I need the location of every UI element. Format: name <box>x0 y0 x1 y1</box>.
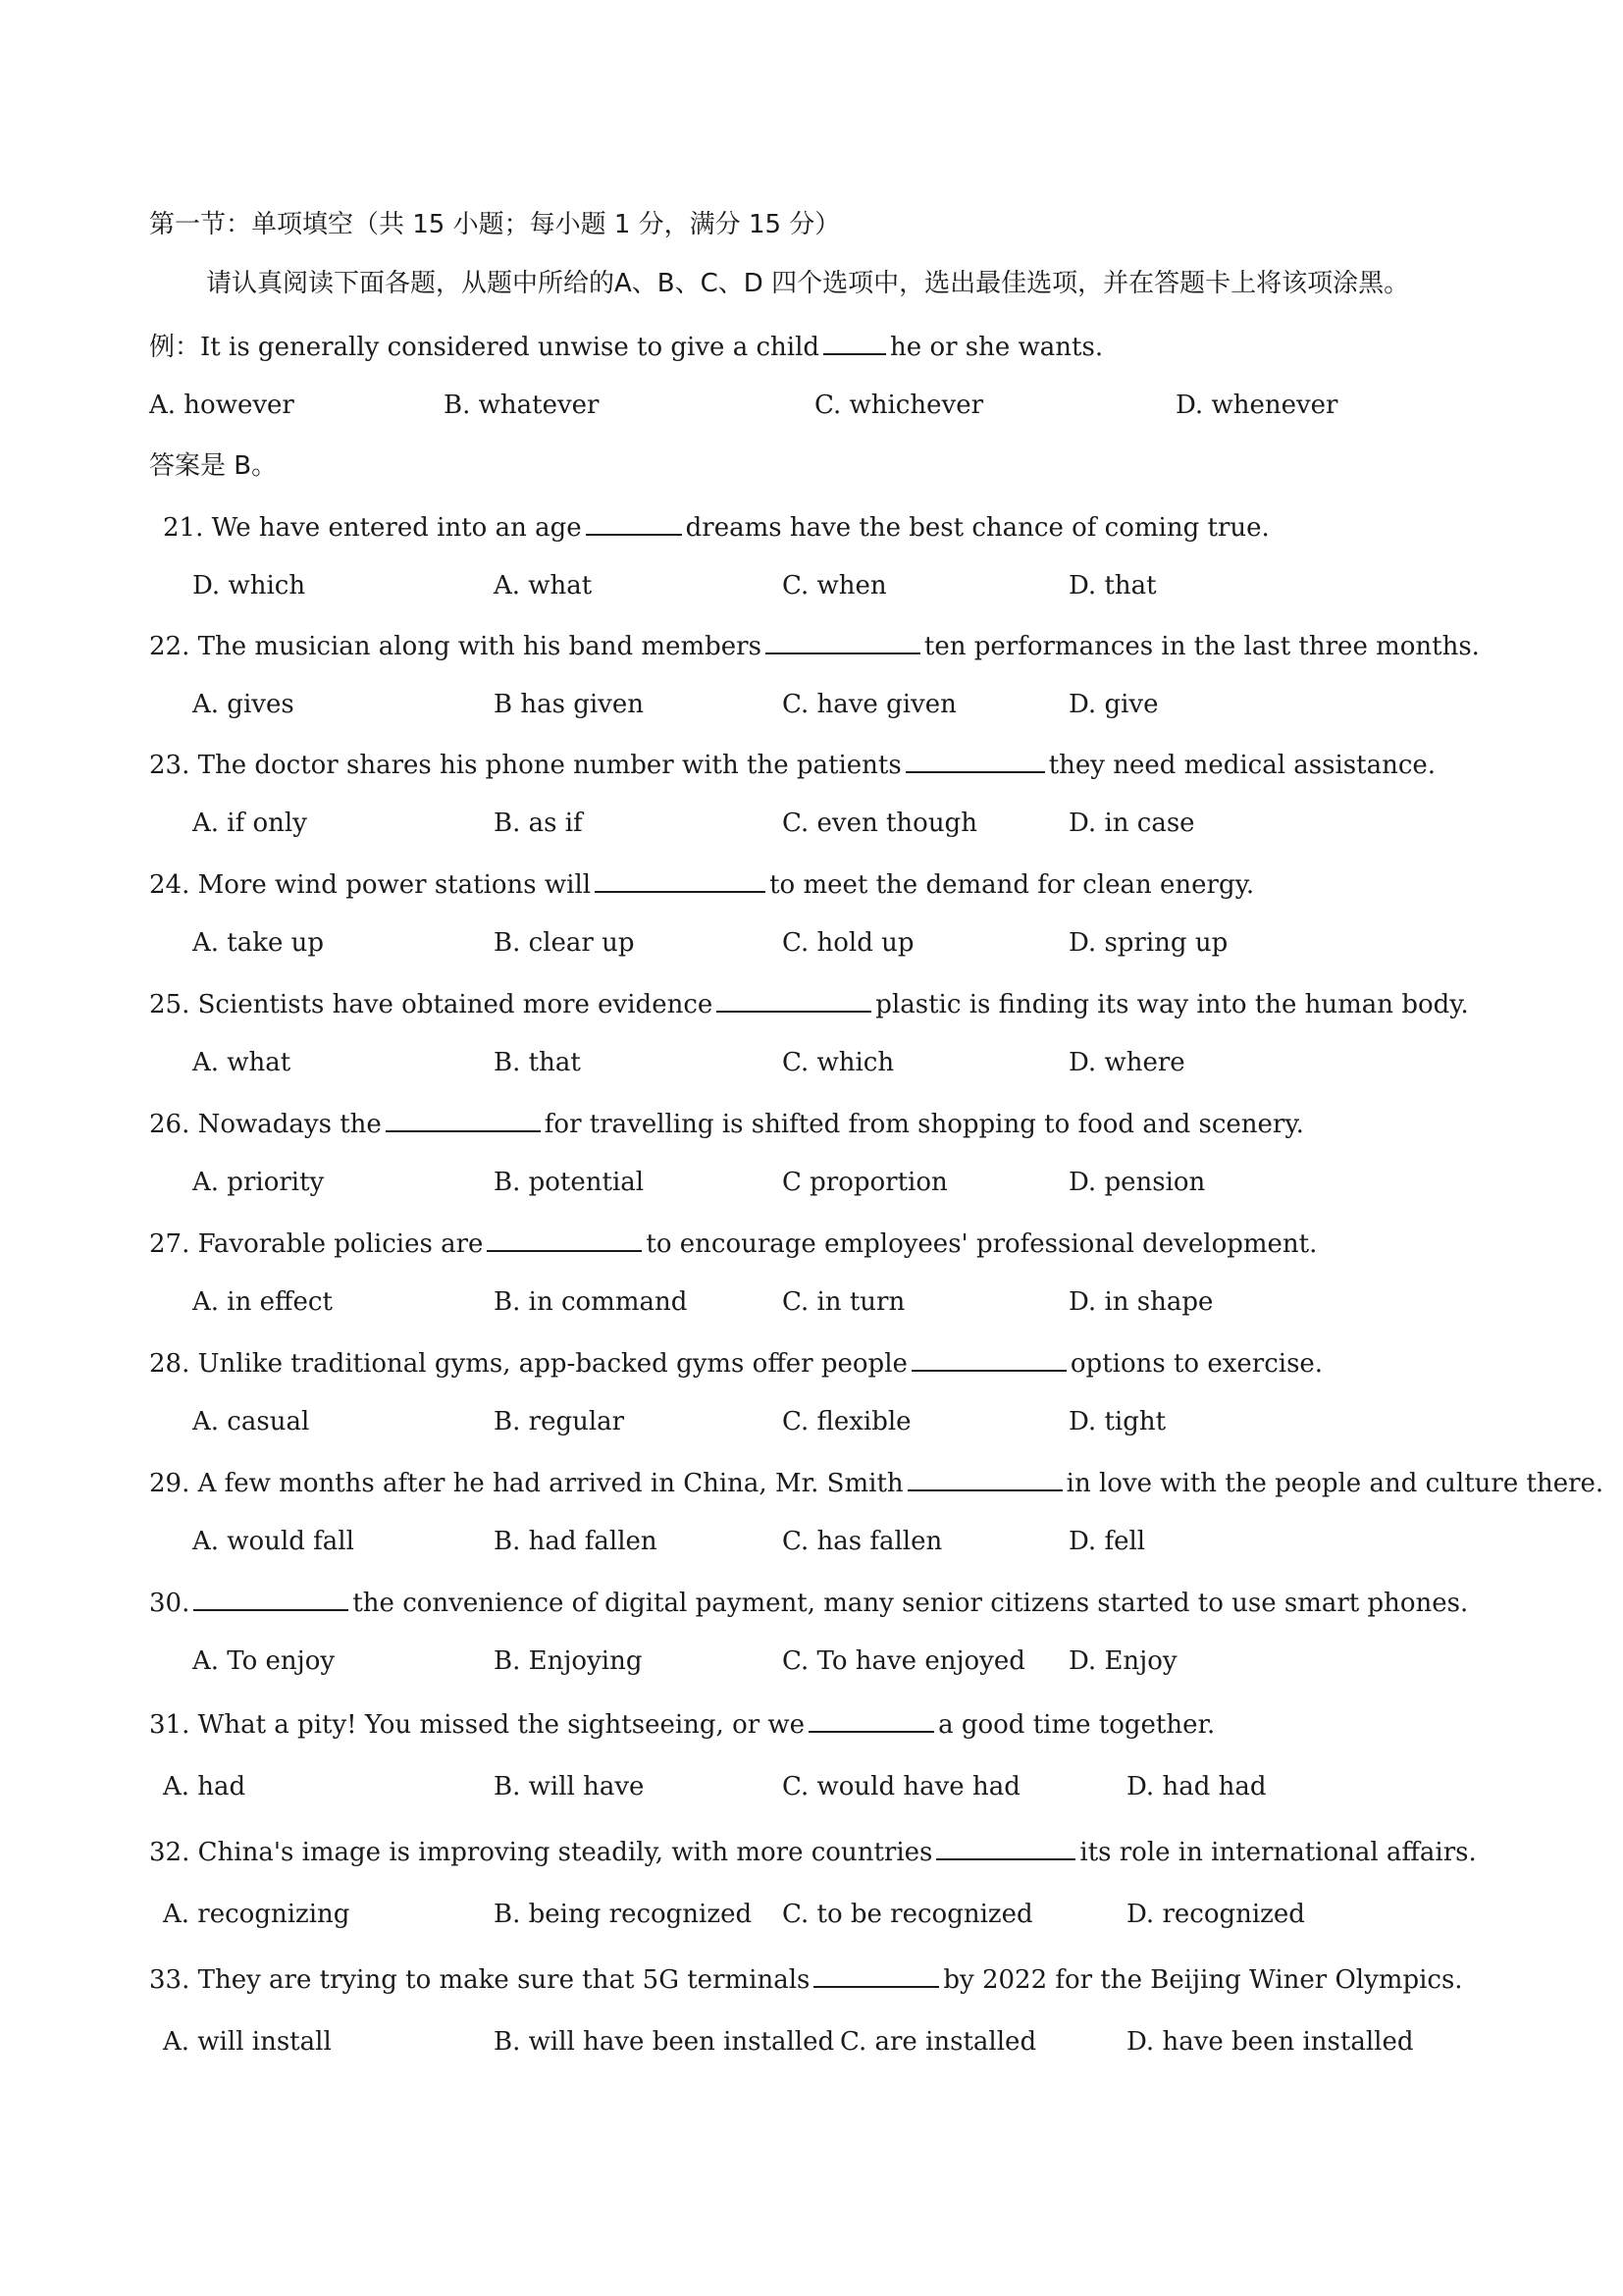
question-stem-after: he or she wants. <box>890 333 1104 362</box>
question-stem-before: 25. Scientists have obtained more evidence <box>149 990 713 1019</box>
answer-blank <box>912 1346 1067 1372</box>
option-a: A. had <box>163 1772 246 1801</box>
example-prefix: 例： <box>149 333 201 362</box>
question-stem-before: 23. The doctor shares his phone number with the patients <box>149 751 902 780</box>
question-stem-before: 32. China's image is improving steadily, with more countries <box>149 1838 933 1867</box>
option-b: B. whatever <box>444 391 600 420</box>
question-25 <box>149 987 1469 1021</box>
question-stem-before: 24. More wind power stations will <box>149 870 592 900</box>
option-c: C. flexible <box>782 1407 912 1436</box>
question-33 <box>149 1962 1463 1997</box>
option-c: C. even though <box>782 809 977 838</box>
answer-blank <box>908 1466 1063 1491</box>
option-d: D. pension <box>1069 1168 1206 1197</box>
option-d: D. tight <box>1069 1407 1167 1436</box>
section-instruction <box>206 267 1409 300</box>
option-a: A. To enjoy <box>192 1646 336 1676</box>
answer-blank <box>906 748 1045 773</box>
answer-blank <box>586 510 682 536</box>
option-c: C. are installed <box>840 2027 1037 2057</box>
question-stem-before: 26. Nowadays the <box>149 1110 382 1139</box>
question-31-options <box>0 1770 1623 1803</box>
question-stem-after: its role in international affairs. <box>1079 1838 1477 1867</box>
question-stem-after: a good time together. <box>938 1710 1216 1740</box>
option-c: C. in turn <box>782 1287 906 1317</box>
question-stem-before: 29. A few months after he had arrived in China, Mr. Smith <box>149 1469 904 1498</box>
answer-blank <box>716 987 871 1013</box>
option-c: C. to be recognized <box>782 1900 1033 1929</box>
option-c: C. which <box>782 1048 895 1077</box>
question-31 <box>149 1707 1215 1742</box>
option-a: A. would fall <box>192 1527 354 1556</box>
example-answer <box>149 449 277 483</box>
question-stem-after: dreams have the best chance of coming true. <box>685 513 1270 543</box>
question-stem-before: 28. Unlike traditional gyms, app-backed gyms offer people <box>149 1349 908 1379</box>
option-d: D. in shape <box>1069 1287 1214 1317</box>
option-d: D. Enjoy <box>1069 1646 1178 1676</box>
option-d: D. whenever <box>1176 391 1338 420</box>
question-26 <box>149 1107 1304 1141</box>
instruction-text: 请认真阅读下面各题，从题中所给的A、B、C、D 四个选项中，选出最佳选项，并在答题卡上将该项涂黑。 <box>206 269 1410 298</box>
option-c: C. would have had <box>782 1772 1021 1801</box>
option-b: B. potential <box>494 1168 645 1197</box>
option-b: B. had fallen <box>494 1527 657 1556</box>
question-28-options <box>0 1405 1623 1438</box>
question-stem-before: 33. They are trying to make sure that 5G terminals <box>149 1965 811 1995</box>
question-stem-before: It is generally considered unwise to give a child <box>200 333 820 362</box>
option-c: C. To have enjoyed <box>782 1646 1025 1676</box>
answer-blank <box>487 1226 642 1252</box>
question-stem-after: in love with the people and culture there. <box>1066 1469 1604 1498</box>
option-d: D. that <box>1069 571 1157 600</box>
question-22 <box>149 629 1480 663</box>
question-stem-after: plastic is finding its way into the human body. <box>875 990 1469 1019</box>
option-b: B. in command <box>494 1287 688 1317</box>
option-b: B. clear up <box>494 928 635 958</box>
option-b: B. regular <box>494 1407 625 1436</box>
option-a: A. what <box>192 1048 291 1077</box>
question-22-options <box>0 688 1623 721</box>
answer-blank <box>193 1586 348 1611</box>
option-a: A. take up <box>192 928 325 958</box>
option-c: C. hold up <box>782 928 915 958</box>
option-a: A. if only <box>192 809 307 838</box>
question-stem-after: ten performances in the last three months. <box>923 632 1480 661</box>
option-c: C. have given <box>782 690 957 719</box>
option-c: C. whichever <box>814 391 984 420</box>
question-stem-after: to meet the demand for clean energy. <box>769 870 1255 900</box>
question-stem-before: 31. What a pity! You missed the sightseeing, or we <box>149 1710 806 1740</box>
answer-blank <box>809 1707 934 1733</box>
question-21 <box>163 510 1270 545</box>
question-stem-after: by 2022 for the Beijing Winer Olympics. <box>943 1965 1463 1995</box>
answer-blank <box>813 1962 939 1988</box>
option-a: A. casual <box>192 1407 310 1436</box>
option-a: A. priority <box>192 1168 325 1197</box>
option-c: C proportion <box>782 1168 948 1197</box>
option-b: B. will have been installed <box>494 2027 835 2057</box>
option-a: A. in effect <box>192 1287 333 1317</box>
question-23 <box>149 748 1436 782</box>
example-options <box>0 389 1623 422</box>
option-d: D. spring up <box>1069 928 1229 958</box>
option-d: D. have been installed <box>1126 2027 1414 2057</box>
option-d: D. recognized <box>1126 1900 1305 1929</box>
question-29 <box>149 1466 1603 1500</box>
question-32-options <box>0 1898 1623 1931</box>
question-stem-after: for travelling is shifted from shopping to food and scenery. <box>544 1110 1304 1139</box>
option-b: B has given <box>494 690 645 719</box>
question-21-options <box>0 569 1623 602</box>
option-a: A. however <box>149 391 294 420</box>
option-b: B. as if <box>494 809 583 838</box>
option-b: A. what <box>494 571 593 600</box>
question-30 <box>149 1586 1468 1620</box>
option-d: D. in case <box>1069 809 1195 838</box>
example-question <box>149 330 1103 364</box>
question-stem-after: they need medical assistance. <box>1048 751 1437 780</box>
answer-blank <box>765 629 920 654</box>
question-stem-after: options to exercise. <box>1070 1349 1324 1379</box>
option-d: D. had had <box>1126 1772 1267 1801</box>
example-answer-text: 答案是 B。 <box>149 451 278 481</box>
question-stem-before: 22. The musician along with his band members <box>149 632 761 661</box>
option-c: C. has fallen <box>782 1527 943 1556</box>
question-33-options <box>0 2025 1623 2059</box>
option-b: B. will have <box>494 1772 645 1801</box>
answer-blank <box>386 1107 541 1132</box>
answer-blank <box>936 1835 1075 1860</box>
question-stem-after: to encourage employees' professional development. <box>646 1229 1318 1259</box>
question-stem-after: the convenience of digital payment, many senior citizens started to use smart phones. <box>352 1589 1469 1618</box>
option-b: B. being recognized <box>494 1900 753 1929</box>
question-stem-before: 30. <box>149 1589 190 1618</box>
question-26-options <box>0 1166 1623 1199</box>
answer-blank <box>823 330 886 355</box>
option-a: A. will install <box>163 2027 332 2057</box>
question-27 <box>149 1226 1317 1261</box>
option-d: D. fell <box>1069 1527 1146 1556</box>
question-28 <box>149 1346 1323 1381</box>
option-a: A. gives <box>192 690 294 719</box>
question-23-options <box>0 807 1623 840</box>
option-c: C. when <box>782 571 887 600</box>
option-b: B. that <box>494 1048 581 1077</box>
question-27-options <box>0 1285 1623 1319</box>
question-24-options <box>0 926 1623 960</box>
option-d: D. give <box>1069 690 1159 719</box>
question-24 <box>149 867 1254 902</box>
section-heading <box>149 208 840 241</box>
option-a: A. recognizing <box>163 1900 350 1929</box>
question-29-options <box>0 1525 1623 1558</box>
section-heading-text: 第一节：单项填空（共 15 小题；每小题 1 分，满分 15 分） <box>149 210 841 239</box>
option-a: D. which <box>192 571 306 600</box>
option-b: B. Enjoying <box>494 1646 643 1676</box>
answer-blank <box>595 867 765 893</box>
question-stem-before: 21. We have entered into an age <box>163 513 582 543</box>
option-d: D. where <box>1069 1048 1185 1077</box>
question-stem-before: 27. Favorable policies are <box>149 1229 484 1259</box>
question-32 <box>149 1835 1477 1869</box>
question-25-options <box>0 1046 1623 1079</box>
question-30-options <box>0 1644 1623 1678</box>
